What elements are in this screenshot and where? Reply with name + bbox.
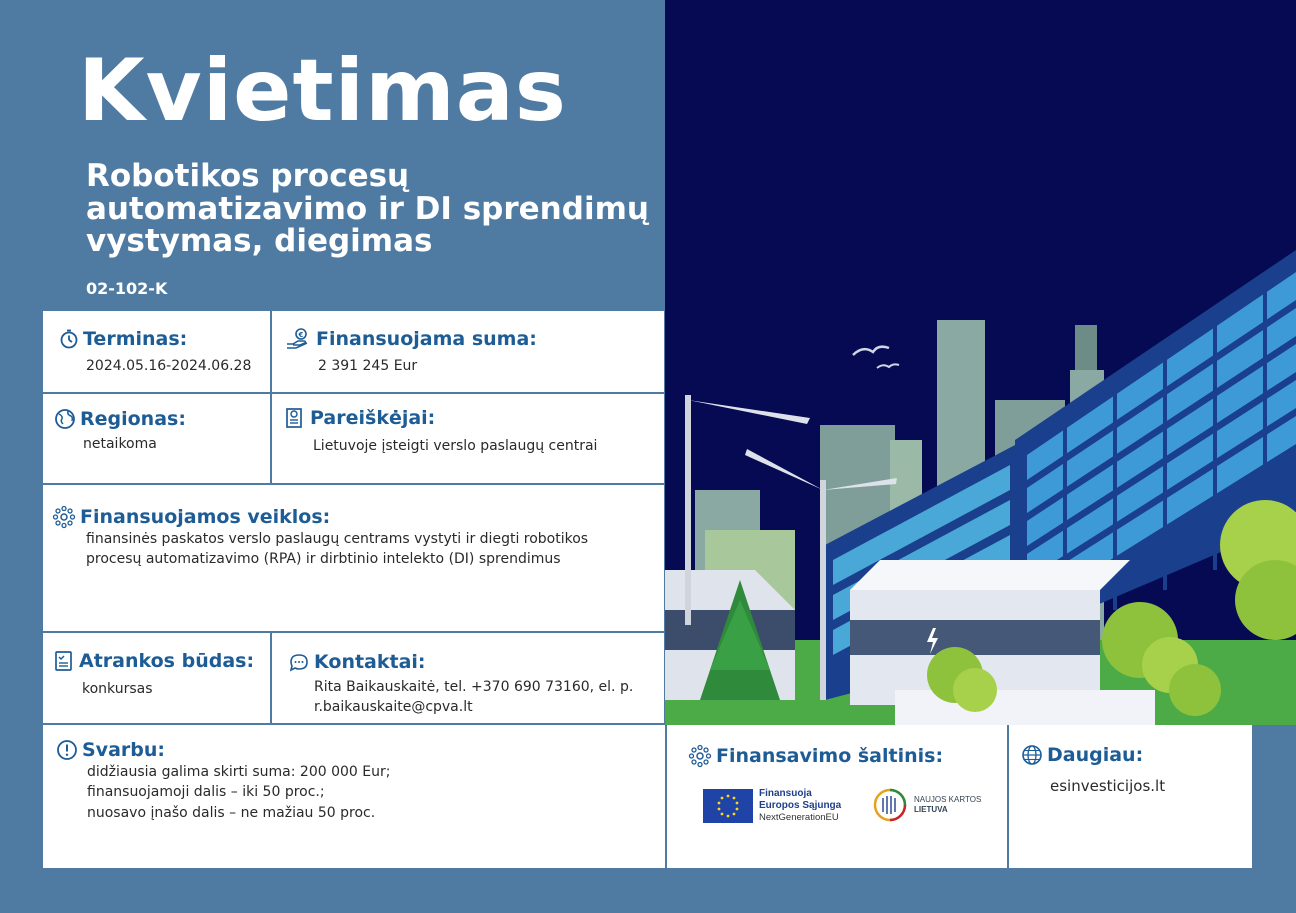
call-code: 02-102-K	[86, 279, 168, 298]
svarbu-line: finansuojamoji dalis – iki 50 proc.;	[87, 784, 325, 801]
regionas-heading	[54, 408, 186, 430]
hand-coin-icon	[286, 328, 312, 350]
eu-flag-icon	[703, 789, 753, 823]
nk-logo-line2: LIETUVA	[914, 805, 948, 814]
terminas-value: 2024.05.16-2024.06.28	[86, 358, 252, 374]
page-title: Kvietimas	[78, 41, 567, 141]
divider	[665, 725, 667, 868]
suma-heading	[286, 328, 537, 350]
network-icon	[688, 744, 712, 768]
www-globe-icon	[1021, 744, 1043, 766]
svg-text:€: €	[298, 331, 304, 339]
eu-logo-text	[759, 788, 841, 823]
card-kontaktai	[272, 633, 664, 723]
globe-icon	[54, 408, 76, 430]
card-pareiskejai	[272, 394, 664, 483]
card-veiklos	[43, 485, 664, 631]
daugiau-label: Daugiau:	[1047, 744, 1144, 766]
card-atranka	[43, 633, 270, 723]
veiklos-label: Finansuojamos veiklos:	[80, 506, 331, 528]
stopwatch-icon	[59, 329, 79, 349]
veiklos-heading	[52, 505, 330, 529]
atranka-label: Atrankos būdas:	[79, 650, 255, 672]
terminas-heading	[59, 328, 187, 350]
saltinis-heading	[688, 744, 943, 768]
solar-city-illustration	[665, 0, 1296, 725]
terminas-label: Terminas:	[83, 328, 188, 350]
suma-label: Finansuojama suma:	[316, 328, 537, 350]
atranka-value: konkursas	[82, 681, 153, 697]
pareiskejai-heading	[284, 406, 435, 430]
card-suma	[272, 311, 664, 392]
kontaktai-label: Kontaktai:	[314, 651, 426, 673]
pareiskejai-label: Pareiškėjai:	[310, 407, 436, 429]
kontaktai-heading	[288, 651, 426, 673]
eu-funding-logo	[703, 788, 841, 823]
bottom-band	[0, 868, 1296, 913]
naujos-kartos-logo	[872, 787, 981, 823]
eu-logo-line1: Finansuoja	[759, 788, 812, 799]
exclamation-icon	[56, 739, 78, 761]
card-terminas	[43, 311, 270, 392]
atranka-heading	[53, 649, 254, 673]
nk-logo-text	[914, 795, 981, 814]
right-strip	[1252, 725, 1296, 868]
divider	[1007, 725, 1009, 868]
regionas-value: netaikoma	[83, 436, 157, 452]
svarbu-list	[87, 762, 390, 823]
eu-logo-line3: NextGenerationEU	[759, 812, 839, 823]
nk-logo-line1: NAUJOS KARTOS	[914, 795, 982, 805]
naujos-kartos-emblem-icon	[872, 787, 908, 823]
daugiau-heading	[1021, 744, 1143, 766]
svarbu-line: nuosavo įnašo dalis – ne mažiau 50 proc.	[87, 804, 376, 821]
card-regionas	[43, 394, 270, 483]
chat-icon	[288, 652, 310, 672]
svarbu-line: didžiausia galima skirti suma: 200 000 Eur;	[87, 764, 391, 780]
kontaktai-value: Rita Baikauskaitė, tel. +370 690 73160, el. p. r.baikauskaite@cpva.lt	[314, 679, 634, 716]
svarbu-heading	[56, 739, 165, 761]
suma-value: 2 391 245 Eur	[318, 358, 418, 374]
pareiskejai-value: Lietuvoje įsteigti verslo paslaugų centrai	[313, 438, 598, 454]
veiklos-value: finansinės paskatos verslo paslaugų centrams vystyti ir diegti robotikos procesų automatizavimo (RPA) ir dirbtinio intelekto (DI) sprendimus	[86, 531, 589, 568]
call-subtitle: Robotikos procesų automatizavimo ir DI sprendimų vystymas, diegimas	[86, 158, 649, 260]
saltinis-label: Finansavimo šaltinis:	[716, 745, 944, 767]
website-link[interactable]: esinvesticijos.lt	[1050, 777, 1166, 795]
document-icon	[284, 406, 306, 430]
eu-logo-line2: Europos Sąjunga	[759, 800, 842, 811]
regionas-label: Regionas:	[80, 408, 186, 430]
network-icon	[52, 505, 76, 529]
svarbu-label: Svarbu:	[82, 739, 165, 761]
checklist-icon	[53, 649, 75, 673]
